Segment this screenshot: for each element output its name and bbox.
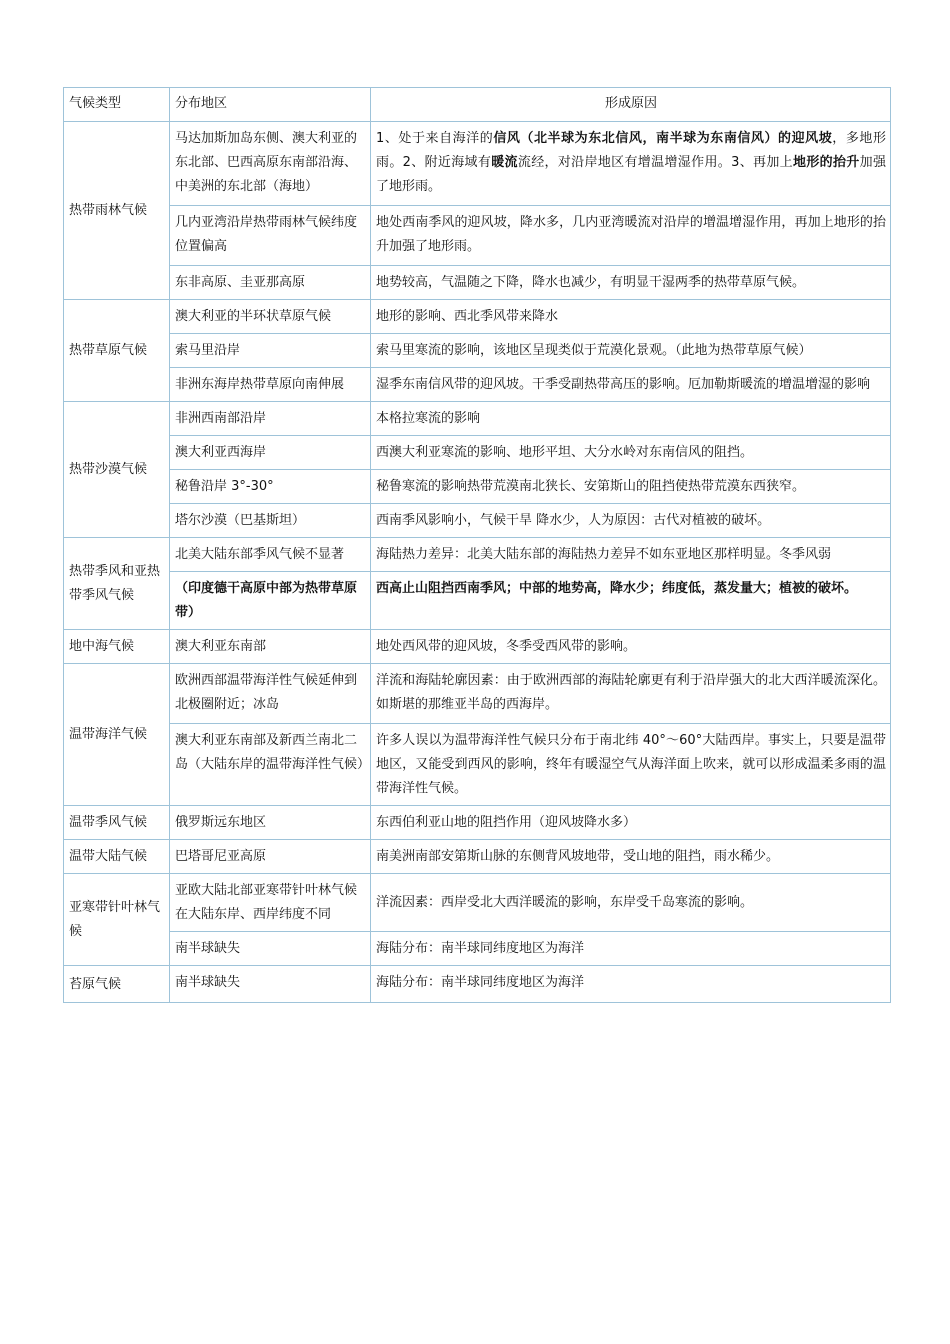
reason-cell: 地势较高，气温随之下降，降水也减少，有明显干湿两季的热带草原气候。 (371, 266, 891, 300)
table-row (64, 664, 891, 724)
region-cell: 索马里沿岸 (170, 334, 371, 368)
region-cell: 澳大利亚东南部 (170, 630, 371, 664)
table-row (64, 538, 891, 572)
reason-cell: 湿季东南信风带的迎风坡。干季受副热带高压的影响。厄加勒斯暖流的增温增湿的影响 (371, 368, 891, 402)
reason-text: 1、处于来自海洋的 (376, 131, 494, 146)
table-row (64, 122, 891, 206)
region-cell: 澳大利亚西海岸 (170, 436, 371, 470)
region-cell: 非洲东海岸热带草原向南伸展 (170, 368, 371, 402)
reason-cell: 海陆热力差异：北美大陆东部的海陆热力差异不如东亚地区那样明显。冬季风弱 (371, 538, 891, 572)
region-cell: 俄罗斯远东地区 (170, 806, 371, 840)
table-row (64, 300, 891, 334)
reason-cell: 西高止山阻挡西南季风；中部的地势高，降水少；纬度低，蒸发量大；植被的破坏。 (371, 572, 891, 630)
climate-type-cell: 热带季风和亚热带季风气候 (64, 538, 170, 630)
table-row (64, 874, 891, 932)
climate-type-cell: 热带沙漠气候 (64, 402, 170, 538)
reason-cell: 南美洲南部安第斯山脉的东侧背风坡地带，受山地的阻挡，雨水稀少。 (371, 840, 891, 874)
climate-type-cell: 温带大陆气候 (64, 840, 170, 874)
header-region: 分布地区 (170, 88, 371, 122)
table-header-row (64, 88, 891, 122)
reason-cell: 东西伯利亚山地的阻挡作用（迎风坡降水多） (371, 806, 891, 840)
table-row (64, 840, 891, 874)
table-row (64, 504, 891, 538)
table-row (64, 368, 891, 402)
table-row (64, 470, 891, 504)
reason-cell: 地处西南季风的迎风坡，降水多，几内亚湾暖流对沿岸的增温增湿作用，再加上地形的抬升加强了地形雨。 (371, 206, 891, 266)
region-cell: 几内亚湾沿岸热带雨林气候纬度位置偏高 (170, 206, 371, 266)
table-row (64, 724, 891, 806)
reason-cell: 洋流和海陆轮廓因素：由于欧洲西部的海陆轮廓更有利于沿岸强大的北大西洋暖流深化。如斯堪的那维亚半岛的西海岸。 (371, 664, 891, 724)
climate-table (63, 87, 891, 1003)
region-cell: 巴塔哥尼亚高原 (170, 840, 371, 874)
reason-cell: 西南季风影响小，气候干旱 降水少，人为原因：古代对植被的破坏。 (371, 504, 891, 538)
table-row (64, 436, 891, 470)
table-row (64, 266, 891, 300)
reason-cell: 地形的影响、西北季风带来降水 (371, 300, 891, 334)
climate-type-cell: 亚寒带针叶林气候 (64, 874, 170, 966)
region-cell: 东非高原、圭亚那高原 (170, 266, 371, 300)
reason-text: 流经，对沿岸地区有增温增湿作用。3、再加上 (517, 155, 793, 170)
reason-cell: 秘鲁寒流的影响热带荒漠南北狭长、安第斯山的阻挡使热带荒漠东西狭窄。 (371, 470, 891, 504)
region-cell: 马达加斯加岛东侧、澳大利亚的东北部、巴西高原东南部沿海、中美洲的东北部（海地） (170, 122, 371, 206)
region-cell: 澳大利亚的半环状草原气候 (170, 300, 371, 334)
table-row (64, 932, 891, 966)
reason-emphasis: 信风（北半球为东北信风，南半球为东南信风）的迎风坡 (493, 131, 833, 146)
reason-cell: 洋流因素：西岸受北大西洋暖流的影响，东岸受千岛寒流的影响。 (371, 874, 891, 932)
climate-type-cell: 温带海洋气候 (64, 664, 170, 806)
climate-type-cell: 温带季风气候 (64, 806, 170, 840)
table-row (64, 630, 891, 664)
reason-cell (371, 122, 891, 206)
climate-type-cell: 苔原气候 (64, 966, 170, 1003)
header-reason: 形成原因 (371, 88, 891, 122)
table-row (64, 806, 891, 840)
region-cell: （印度德干高原中部为热带草原带） (170, 572, 371, 630)
reason-emphasis: 暖流 (491, 155, 518, 170)
region-cell: 非洲西南部沿岸 (170, 402, 371, 436)
reason-cell: 海陆分布：南半球同纬度地区为海洋 (371, 966, 891, 1003)
table-row (64, 572, 891, 630)
region-cell: 秘鲁沿岸 3°-30° (170, 470, 371, 504)
region-cell: 亚欧大陆北部亚寒带针叶林气候在大陆东岸、西岸纬度不同 (170, 874, 371, 932)
table-row (64, 966, 891, 1003)
header-climate-type: 气候类型 (64, 88, 170, 122)
table-row (64, 402, 891, 436)
climate-type-cell: 地中海气候 (64, 630, 170, 664)
reason-emphasis: 地形的抬升 (793, 155, 860, 170)
reason-text: ，多地形雨。2、附近海域有 (376, 131, 886, 170)
reason-cell: 西澳大利亚寒流的影响、地形平坦、大分水岭对东南信风的阻挡。 (371, 436, 891, 470)
region-cell: 北美大陆东部季风气候不显著 (170, 538, 371, 572)
document-page (63, 87, 890, 1003)
climate-type-cell: 热带草原气候 (64, 300, 170, 402)
reason-cell: 地处西风带的迎风坡，冬季受西风带的影响。 (371, 630, 891, 664)
table-row (64, 206, 891, 266)
region-cell: 塔尔沙漠（巴基斯坦） (170, 504, 371, 538)
region-cell: 南半球缺失 (170, 966, 371, 1003)
region-cell: 澳大利亚东南部及新西兰南北二岛（大陆东岸的温带海洋性气候） (170, 724, 371, 806)
reason-cell: 许多人误以为温带海洋性气候只分布于南北纬 40°～60°大陆西岸。事实上，只要是温带地区，又能受到西风的影响，终年有暖湿空气从海洋面上吹来，就可以形成温柔多雨的温带海洋性气候。 (371, 724, 891, 806)
reason-text: 加强了地形雨。 (376, 155, 886, 194)
reason-cell: 索马里寒流的影响，该地区呈现类似于荒漠化景观。（此地为热带草原气候） (371, 334, 891, 368)
reason-cell: 本格拉寒流的影响 (371, 402, 891, 436)
region-cell: 南半球缺失 (170, 932, 371, 966)
table-row (64, 334, 891, 368)
reason-cell: 海陆分布：南半球同纬度地区为海洋 (371, 932, 891, 966)
climate-type-cell: 热带雨林气候 (64, 122, 170, 300)
region-cell: 欧洲西部温带海洋性气候延伸到北极圈附近；冰岛 (170, 664, 371, 724)
